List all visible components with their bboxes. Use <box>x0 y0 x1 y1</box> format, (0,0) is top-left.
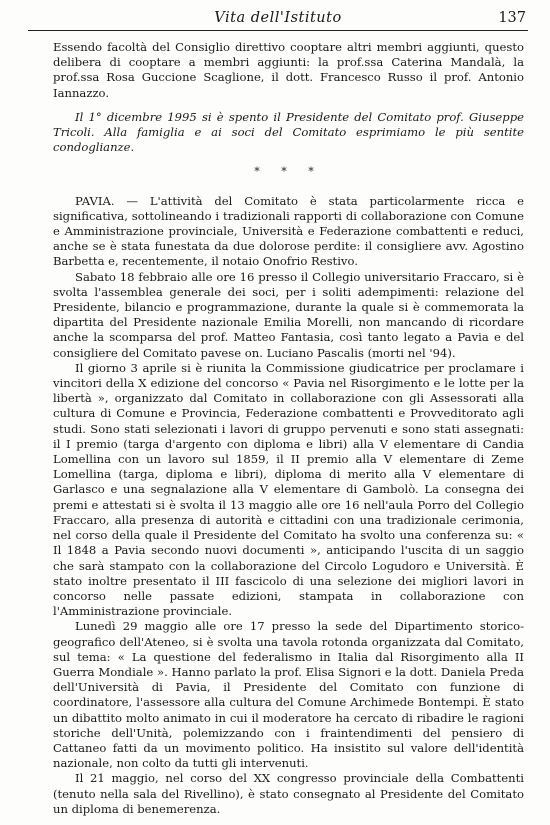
paragraph-cooptation: Essendo facoltà del Consiglio direttivo cooptare altri membri aggiunti, questo delibera di cooptare a membri aggiunti: la prof.ssa Caterina Mandalà, la prof.ssa Rosa Guccione Scaglione, il dott. Francesco Russo il prof. Antonio Iannazzo. <box>53 40 524 100</box>
paragraph-round-table: Lunedì 29 maggio alle ore 17 presso la sede del Dipartimento storico-geografico dell'Ateneo, si è svolta una tavola rotonda organizzata dal Comitato, sul tema: « La questione del federalismo in Italia dal Risorgimento alla II Guerra Mondiale ». Hanno parlato la prof. Elisa Signori e la dott. Daniela Preda dell'Università di Pavia, il Presidente del Comitato con funzione di coordinatore, l'assessore alla cultura del Comune Archimede Bontempi. È stato un dibattito molto animato in cui il moderatore ha cercato di ribadire le ragioni storiche dell'Unità, polemizzando con i fraintendimenti del pensiero di Cattaneo fatti da un movimento politico. Ha insistito sul valore dell'identità nazionale, non colto da tutti gli intervenuti. <box>53 619 524 771</box>
paragraph-competition: Il giorno 3 aprile si è riunita la Commissione giudicatrice per proclamare i vincitori della X edizione del concorso « Pavia nel Risorgimento e le lotte per la libertà », organizzato dal Comitato in collaborazione con gli Assessorati alla cultura di Comune e Provincia, Federazione combattenti e Provveditorato agli studi. Sono stati selezionati i lavori di gruppo pervenuti e sono stati assegnati: il I premio (targa d'argento con diploma e libri) alla V elementare di Candia Lomellina con un lavoro sul 1859, il II premio alla V elementare di Zeme Lomellina (targa, diploma e libri), diploma di merito alla V elementare di Garlasco e una segnalazione alla V elementare di Gambolò. La consegna dei premi e attestati si è svolta il 13 maggio alle ore 16 nell'aula Porro del Collegio Fraccaro, alla presenza di autorità e cittadini con una tradizionale cerimonia, nel corso della quale il Presidente del Comitato ha svolto una conferenza su: « Il 1848 a Pavia secondo nuovi documenti », anticipando l'uscita di un saggio che sarà stampato con la collaborazione del Circolo Logudoro e Università. È stato inoltre presentato il III fascicolo di una selezione dei migliori lavori in concorso nelle passate edizioni, stampata in collaborazione con l'Amministrazione provinciale. <box>53 360 524 619</box>
paragraph-general-assembly: Sabato 18 febbraio alle ore 16 presso il Collegio universitario Fraccaro, si è svolta l'assemblea generale dei soci, per i soliti adempimenti: relazione del Presidente, bilancio e programmazione, durante la quale si è commemorata la dipartita del Presidente nazionale Emilia Morelli, non mancando di ricordare anche la scomparsa del prof. Matteo Fantasia, così tanto legato a Pavia e del consigliere del Comitato pavese on. Luciano Pascalis (morti nel '94). <box>53 269 524 360</box>
running-title: Vita dell'Istituto <box>214 10 342 26</box>
paragraph-congress: Il 21 maggio, nel corso del XX congresso provinciale della Combattenti (tenuto nella sala del Rivellino), è stato consegnato al Presidente del Comitato un diploma di benemerenza. <box>53 771 524 816</box>
running-header <box>28 8 528 31</box>
body-text <box>53 40 524 817</box>
paragraph-obituary-notice: Il 1° dicembre 1995 si è spento il Presidente del Comitato prof. Giuseppe Tricoli. Alla famiglia e ai soci del Comitato esprimiamo le più sentite condoglianze. <box>53 109 524 155</box>
paragraph-pavia-intro: PAVIA. — L'attività del Comitato è stata particolarmente ricca e significativa, sottolineando i tradizionali rapporti di collaborazione con Comune e Amministrazione provinciale, Università e Federazione combattenti e reduci, anche se è stata funestata da due dolorose perdite: il consigliere avv. Agostino Barbetta e, recentemente, il notaio Onofrio Restivo. <box>53 193 524 269</box>
section-separator: * * * <box>254 165 323 179</box>
page-number: 137 <box>498 10 526 26</box>
